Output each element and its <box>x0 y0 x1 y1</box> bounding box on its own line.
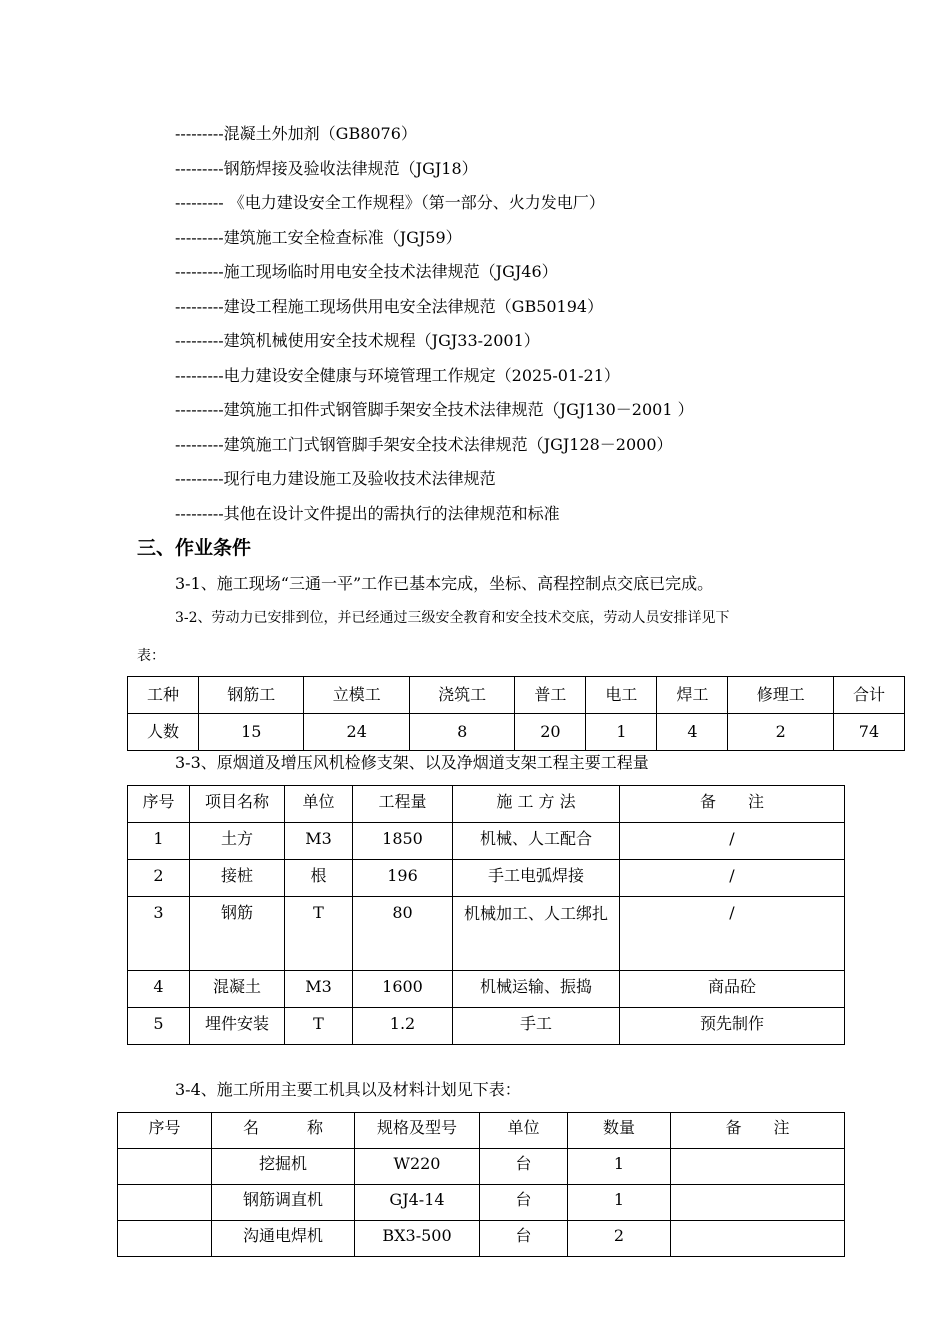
standard-item: --------- 《电力建设安全工作规程》（第一部分、火力发电厂） <box>175 193 605 212</box>
table-cell: 台 <box>480 1221 568 1257</box>
standard-item: ---------建筑施工门式钢管脚手架安全技术法律规范（JGJ128－2000） <box>175 435 673 454</box>
labor-table <box>127 676 905 751</box>
table-header-cell: 浇筑工 <box>409 677 514 714</box>
table-cell <box>671 1221 845 1257</box>
table-cell <box>118 1185 212 1221</box>
table-cell: 台 <box>480 1149 568 1185</box>
table-cell: 机械、人工配合 <box>453 823 620 860</box>
table-header-cell: 立模工 <box>304 677 409 714</box>
table-cell: / <box>620 897 845 971</box>
table-cell: 沟通电焊机 <box>212 1221 355 1257</box>
table-cell: 20 <box>515 714 586 751</box>
table-header-cell: 普工 <box>515 677 586 714</box>
table-cell: T <box>285 897 353 971</box>
table-cell: 钢筋调直机 <box>212 1185 355 1221</box>
table-cell: 1 <box>568 1185 671 1221</box>
table-cell: 15 <box>199 714 304 751</box>
table-cell <box>118 1221 212 1257</box>
standard-item: ---------建筑施工安全检查标准（JGJ59） <box>175 228 462 247</box>
table-cell: GJ4-14 <box>355 1185 480 1221</box>
standard-item: ---------其他在设计文件提出的需执行的法律规范和标准 <box>175 504 560 523</box>
table-row <box>128 677 905 714</box>
table-cell: 5 <box>128 1008 190 1045</box>
table-cell: 24 <box>304 714 409 751</box>
standard-item: ---------钢筋焊接及验收法律规范（JGJ18） <box>175 159 478 178</box>
table-header-cell: 电工 <box>586 677 657 714</box>
table-header-cell: 名 称 <box>212 1113 355 1149</box>
table-header-cell: 备 注 <box>671 1113 845 1149</box>
table-cell <box>671 1149 845 1185</box>
table-row <box>128 971 845 1008</box>
table-cell: W220 <box>355 1149 480 1185</box>
table-header-cell: 工种 <box>128 677 199 714</box>
standard-item: ---------建筑施工扣件式钢管脚手架安全技术法律规范（JGJ130－2001 ） <box>175 400 694 419</box>
table-header-cell: 单位 <box>285 786 353 823</box>
table-cell: 4 <box>128 971 190 1008</box>
table-cell: 74 <box>833 714 904 751</box>
table-row <box>118 1113 845 1149</box>
paragraph-3-3: 3-3、原烟道及增压风机检修支架、以及净烟道支架工程主要工程量 <box>175 753 649 772</box>
table-header-cell: 备 注 <box>620 786 845 823</box>
table-cell: 人数 <box>128 714 199 751</box>
table-cell: T <box>285 1008 353 1045</box>
table-cell <box>118 1149 212 1185</box>
table-cell: 埋件安装 <box>190 1008 285 1045</box>
table-cell: 3 <box>128 897 190 971</box>
table-row <box>128 860 845 897</box>
table-cell: 根 <box>285 860 353 897</box>
table-row <box>118 1185 845 1221</box>
table-row <box>128 1008 845 1045</box>
table-cell: 1850 <box>353 823 453 860</box>
table-cell: BX3-500 <box>355 1221 480 1257</box>
table-header-cell: 工程量 <box>353 786 453 823</box>
table-header-cell: 序号 <box>128 786 190 823</box>
table-cell: 2 <box>728 714 833 751</box>
table-row <box>128 823 845 860</box>
equipment-table <box>117 1112 845 1257</box>
paragraph-3-2: 3-2、劳动力已安排到位，并已经通过三级安全教育和安全技术交底，劳动人员安排详见下 <box>175 610 730 626</box>
table-cell <box>671 1185 845 1221</box>
table-cell: 80 <box>353 897 453 971</box>
table-cell: 196 <box>353 860 453 897</box>
table-header-cell: 单位 <box>480 1113 568 1149</box>
table-cell: 钢筋 <box>190 897 285 971</box>
table-header-cell: 规格及型号 <box>355 1113 480 1149</box>
table-cell: 机械运输、振捣 <box>453 971 620 1008</box>
standard-item: ---------建设工程施工现场供用电安全法律规范（GB50194） <box>175 297 604 316</box>
standard-item: ---------现行电力建设施工及验收技术法律规范 <box>175 469 496 488</box>
table-header-cell: 焊工 <box>657 677 728 714</box>
table-header-cell: 施 工 方 法 <box>453 786 620 823</box>
table-header-cell: 钢筋工 <box>199 677 304 714</box>
table-row <box>128 897 845 971</box>
section-title: 三、作业条件 <box>137 537 252 559</box>
paragraph-3-4: 3-4、施工所用主要工机具以及材料计划见下表： <box>175 1080 521 1099</box>
table-header-cell: 数量 <box>568 1113 671 1149</box>
table-cell: 1 <box>568 1149 671 1185</box>
table-cell: 预先制作 <box>620 1008 845 1045</box>
table-row <box>128 786 845 823</box>
table-cell: 8 <box>409 714 514 751</box>
table-cell: 2 <box>568 1221 671 1257</box>
table-cell: 手工 <box>453 1008 620 1045</box>
table-header-cell: 修理工 <box>728 677 833 714</box>
paragraph-3-1: 3-1、施工现场“三通一平”工作已基本完成，坐标、高程控制点交底已完成。 <box>175 574 714 593</box>
table-cell: 混凝土 <box>190 971 285 1008</box>
table-cell: 2 <box>128 860 190 897</box>
table-row <box>118 1149 845 1185</box>
table-cell: 手工电弧焊接 <box>453 860 620 897</box>
table-cell: / <box>620 823 845 860</box>
quantity-table <box>127 785 845 1045</box>
table-cell: 4 <box>657 714 728 751</box>
table-row <box>118 1221 845 1257</box>
table-cell: 土方 <box>190 823 285 860</box>
table-cell: 1 <box>128 823 190 860</box>
table-header-cell: 项目名称 <box>190 786 285 823</box>
table-cell: 接桩 <box>190 860 285 897</box>
table-cell: 商品砼 <box>620 971 845 1008</box>
table-cell: M3 <box>285 971 353 1008</box>
table-cell: 机械加工、人工绑扎 <box>453 897 620 971</box>
table-cell: 台 <box>480 1185 568 1221</box>
standard-item: ---------电力建设安全健康与环境管理工作规定（2025-01-21） <box>175 366 620 385</box>
table-cell: 1 <box>586 714 657 751</box>
table-cell: 1600 <box>353 971 453 1008</box>
standard-item: ---------混凝土外加剂（GB8076） <box>175 124 417 143</box>
table-cell: / <box>620 860 845 897</box>
table-header-cell: 合计 <box>833 677 904 714</box>
table-cell: M3 <box>285 823 353 860</box>
standard-item: ---------施工现场临时用电安全技术法律规范（JGJ46） <box>175 262 558 281</box>
paragraph-3-2-continued: 表： <box>137 648 165 664</box>
table-cell: 1.2 <box>353 1008 453 1045</box>
standard-item: ---------建筑机械使用安全技术规程（JGJ33-2001） <box>175 331 540 350</box>
table-header-cell: 序号 <box>118 1113 212 1149</box>
table-row <box>128 714 905 751</box>
table-cell: 挖掘机 <box>212 1149 355 1185</box>
